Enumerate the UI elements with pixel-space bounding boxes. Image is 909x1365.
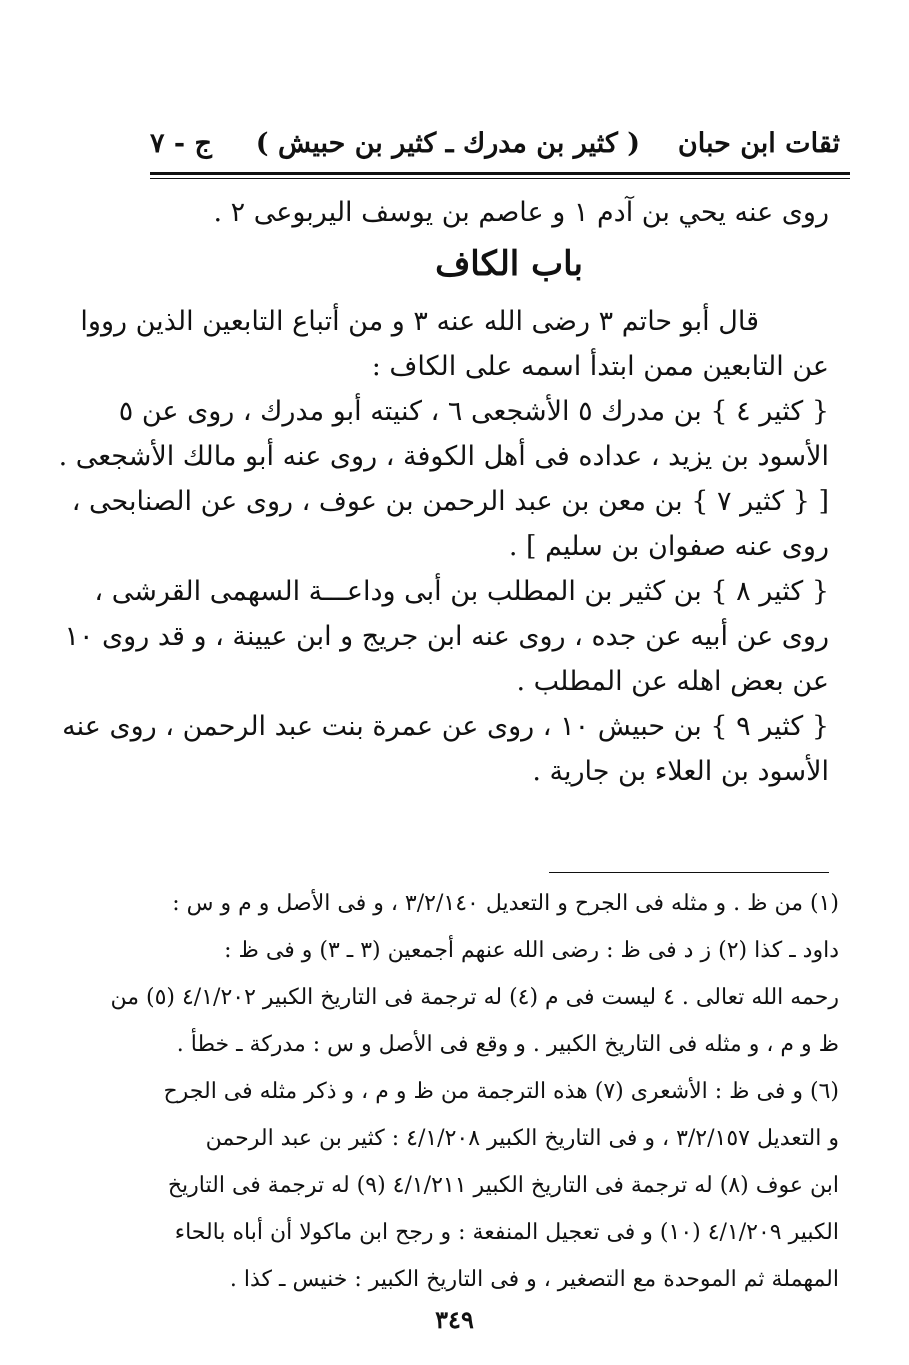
main-text — [58, 190, 829, 794]
text-line: قال أبو حاتم ٣ رضى الله عنه ٣ و من أتباع التابعين الذين رووا — [80, 306, 759, 337]
header-rule — [150, 172, 850, 179]
text-line: الأسود بن يزيد ، عداده فى أهل الكوفة ، روى عنه أبو مالك الأشجعى . — [58, 441, 829, 472]
book-title: ثقات ابن حبان — [677, 128, 840, 159]
text-line: الأسود بن العلاء بن جارية . — [532, 756, 829, 787]
footnote-line: ظ و م ، و مثله فى التاريخ الكبير . و وقع فى الأصل و س : مدركة ـ خطأ . — [176, 1032, 839, 1057]
footnote-line: (١) من ظ . و مثله فى الجرح و التعديل ٣/٢/١٤٠ ، و فى الأصل و م و س : — [172, 891, 839, 916]
footnote-line: المهملة ثم الموحدة مع التصغير ، و فى التاريخ الكبير : خنيس ـ كذا . — [229, 1267, 839, 1292]
text-line: { كثير ٩ } بن حبيش ١٠ ، روى عن عمرة بنت عبد الرحمن ، روى عنه — [62, 711, 829, 742]
footnote-separator — [549, 872, 829, 873]
footnote-line: ابن عوف (٨) له ترجمة فى التاريخ الكبير ٤/١/٢١١ (٩) له ترجمة فى التاريخ — [167, 1173, 839, 1198]
running-header — [150, 122, 840, 170]
text-line: عن التابعين ممن ابتدأ اسمه على الكاف : — [371, 351, 829, 382]
page-number: ٣٤٩ — [435, 1305, 474, 1334]
volume-label: ج - ٧ — [150, 128, 212, 159]
footnote-line: الكبير ٤/١/٢٠٩ (١٠) و فى تعجيل المنفعة : و رجح ابن ماكولا أن أباه بالحاء — [174, 1220, 839, 1245]
section-title: باب الكاف — [435, 244, 583, 284]
entry-range: ( كثير بن مدرك ـ كثير بن حبيش ) — [255, 128, 640, 159]
footnotes — [110, 880, 839, 1303]
footnote-line: (٦) و فى ظ : الأشعرى (٧) هذه الترجمة من ظ و م ، و ذكر مثله فى الجرح — [163, 1079, 839, 1104]
text-line: { كثير ٨ } بن كثير بن المطلب بن أبى وداعـــة السهمى القرشى ، — [94, 576, 829, 607]
text-line: روى عنه يحي بن آدم ١ و عاصم بن يوسف اليربوعى ٢ . — [213, 197, 829, 228]
text-line: روى عن أبيه عن جده ، روى عنه ابن جريج و ابن عيينة ، و قد روى ١٠ — [64, 621, 829, 652]
footnote-line: داود ـ كذا (٢) ز د فى ظ : رضى الله عنهم أجمعين (٣ ـ ٣) و فى ظ : — [224, 938, 839, 963]
footnote-line: رحمه الله تعالى . ٤ ليست فى م (٤) له ترجمة فى التاريخ الكبير ٤/١/٢٠٢ (٥) من — [110, 985, 839, 1010]
text-line: [ { كثير ٧ } بن معن بن عبد الرحمن بن عوف ، روى عن الصنابحى ، — [71, 486, 829, 517]
text-line: روى عنه صفوان بن سليم ] . — [508, 531, 829, 562]
footnote-line: و التعديل ٣/٢/١٥٧ ، و فى التاريخ الكبير ٤/١/٢٠٨ : كثير بن عبد الرحمن — [205, 1126, 839, 1151]
text-line: عن بعض اهله عن المطلب . — [516, 666, 829, 697]
text-line: { كثير ٤ } بن مدرك ٥ الأشجعى ٦ ، كنيته أبو مدرك ، روى عن ٥ — [118, 396, 829, 427]
